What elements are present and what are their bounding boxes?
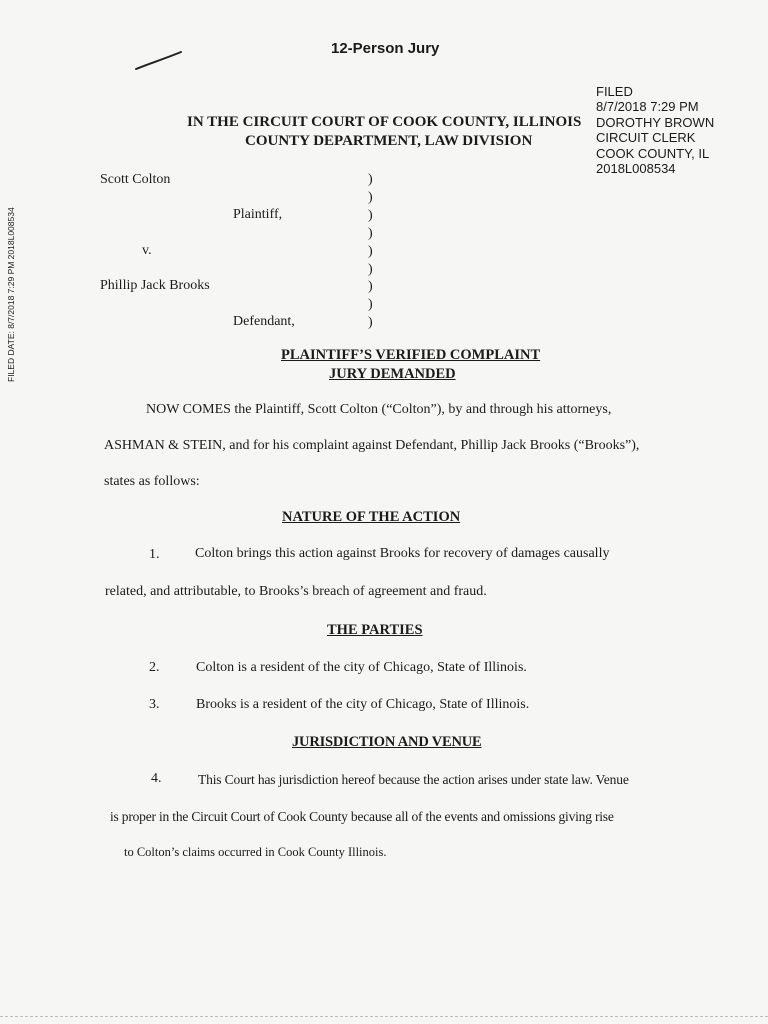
paragraph-4-line: to Colton’s claims occurred in Cook County Illinois. bbox=[124, 845, 387, 859]
paragraph-number: 2. bbox=[149, 660, 160, 675]
court-division: COUNTY DEPARTMENT, LAW DIVISION bbox=[245, 133, 533, 149]
jury-size-label: 12-Person Jury bbox=[331, 40, 440, 57]
paragraph-4-line: This Court has jurisdiction hereof because the action arises under state law. Venue bbox=[198, 772, 629, 787]
caption-parenthesis: ) bbox=[368, 243, 373, 259]
caption-parenthesis: ) bbox=[368, 261, 373, 277]
defendant-name: Phillip Jack Brooks bbox=[100, 278, 210, 293]
filed-stamp-line: FILED bbox=[596, 84, 633, 99]
complaint-title: PLAINTIFF’S VERIFIED COMPLAINT bbox=[281, 347, 541, 363]
paragraph-2: Colton is a resident of the city of Chicago, State of Illinois. bbox=[196, 660, 527, 675]
pen-stroke-mark bbox=[134, 49, 184, 73]
side-filed-stamp-text: FILED DATE: 8/7/2018 7:29 PM 2018L008534 bbox=[6, 207, 16, 382]
plaintiff-role: Plaintiff, bbox=[233, 207, 283, 222]
page-bottom-edge bbox=[0, 1016, 768, 1018]
defendant-role: Defendant, bbox=[233, 314, 295, 329]
caption-parenthesis: ) bbox=[368, 297, 373, 313]
filed-stamp-line: 8/7/2018 7:29 PM bbox=[596, 99, 699, 115]
caption-parenthesis-column bbox=[368, 171, 373, 332]
paragraph-1-line: Colton brings this action against Brooks for recovery of damages causally bbox=[195, 546, 610, 561]
caption-parenthesis: ) bbox=[368, 207, 373, 223]
filed-stamp-line: CIRCUIT CLERK bbox=[596, 130, 696, 146]
clerk-filed-stamp bbox=[596, 84, 714, 176]
side-filed-stamp bbox=[6, 162, 18, 382]
caption-parenthesis: ) bbox=[368, 189, 373, 205]
intro-line: NOW COMES the Plaintiff, Scott Colton (“Colton”), by and through his attorneys, bbox=[146, 402, 612, 417]
court-name: IN THE CIRCUIT COURT OF COOK COUNTY, ILLINOIS bbox=[187, 114, 582, 130]
plaintiff-name: Scott Colton bbox=[100, 172, 171, 187]
section-heading-jurisdiction: JURISDICTION AND VENUE bbox=[292, 734, 482, 750]
caption-parenthesis: ) bbox=[368, 225, 373, 241]
paragraph-3: Brooks is a resident of the city of Chicago, State of Illinois. bbox=[196, 697, 530, 712]
filed-stamp-line: COOK COUNTY, IL bbox=[596, 145, 710, 161]
section-heading-nature: NATURE OF THE ACTION bbox=[282, 509, 461, 525]
versus-label: v. bbox=[142, 243, 152, 258]
paragraph-number: 1. bbox=[149, 547, 160, 562]
paragraph-4-line: is proper in the Circuit Court of Cook County because all of the events and omissions giving rise bbox=[110, 809, 614, 824]
paragraph-number: 3. bbox=[149, 697, 160, 712]
caption-parenthesis: ) bbox=[368, 315, 373, 331]
jury-demand-title: JURY DEMANDED bbox=[329, 366, 456, 382]
intro-line: states as follows: bbox=[104, 474, 200, 489]
paragraph-1-line: related, and attributable, to Brooks’s breach of agreement and fraud. bbox=[105, 584, 487, 599]
filed-stamp-line: DOROTHY BROWN bbox=[596, 114, 715, 130]
intro-line: ASHMAN & STEIN, and for his complaint against Defendant, Phillip Jack Brooks (“Brooks”), bbox=[104, 438, 640, 453]
caption-parenthesis: ) bbox=[368, 172, 373, 187]
caption-parenthesis: ) bbox=[368, 279, 373, 295]
filed-stamp-line: 2018L008534 bbox=[596, 161, 676, 177]
section-heading-parties: THE PARTIES bbox=[327, 622, 423, 638]
paragraph-number: 4. bbox=[151, 771, 162, 786]
